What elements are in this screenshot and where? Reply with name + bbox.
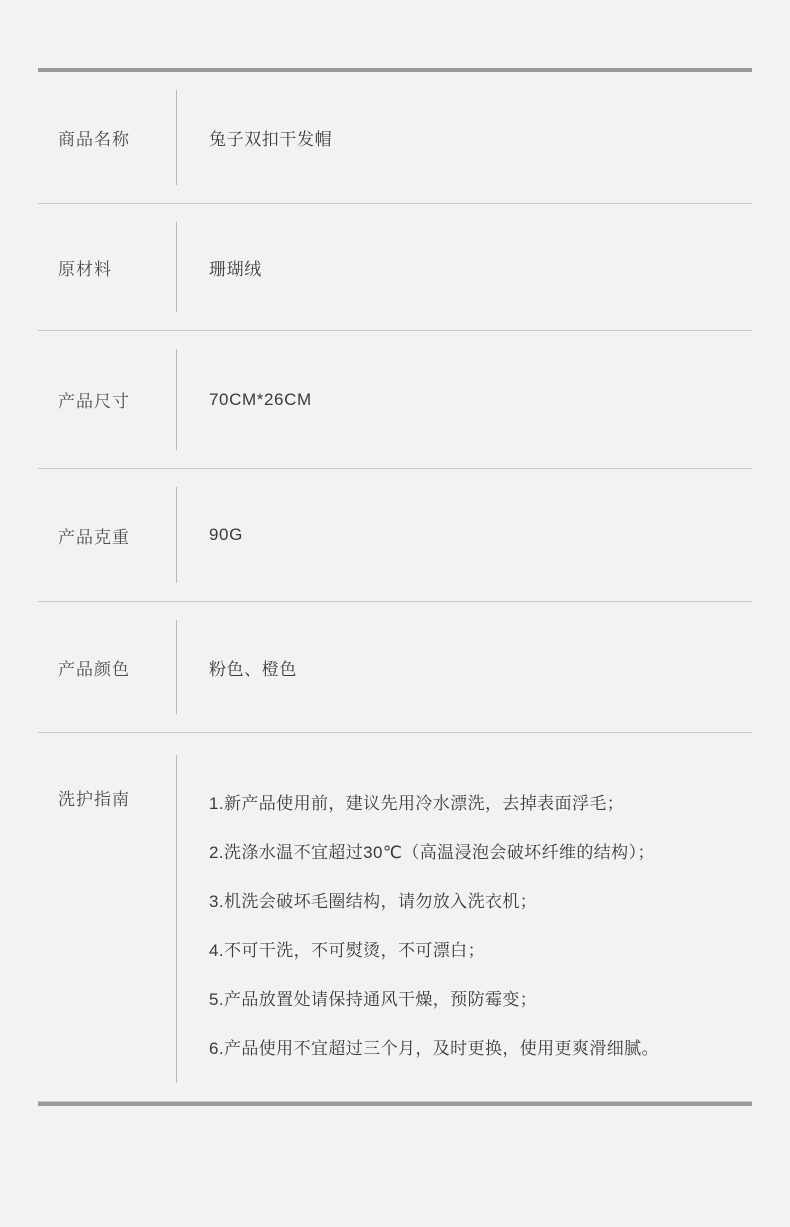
care-line: 5.产品放置处请保持通风干燥，预防霉变； — [209, 990, 538, 1009]
row-value-weight: 90G — [209, 525, 243, 544]
spec-table — [38, 68, 752, 1106]
row-value-care — [177, 733, 752, 1101]
care-line: 6.产品使用不宜超过三个月，及时更换，使用更爽滑细腻。 — [209, 1039, 659, 1058]
table-row-care — [38, 733, 752, 1102]
row-label-size: 产品尺寸 — [58, 392, 130, 411]
row-label-material: 原材料 — [58, 259, 112, 279]
row-value-product-name: 兔子双扣干发帽 — [209, 130, 333, 149]
care-line: 3.机洗会破坏毛圈结构，请勿放入洗衣机； — [209, 892, 538, 911]
care-line: 2.洗涤水温不宜超过30℃（高温浸泡会破坏纤维的结构）； — [209, 843, 655, 862]
table-row — [38, 469, 752, 602]
row-value-color: 粉色、橙色 — [209, 659, 297, 679]
row-label-weight: 产品克重 — [58, 527, 130, 547]
row-value-size: 70CM*26CM — [209, 389, 312, 409]
row-label-product-name: 商品名称 — [58, 130, 130, 149]
row-value-material: 珊瑚绒 — [209, 259, 262, 279]
table-row — [38, 331, 752, 469]
table-row — [38, 204, 752, 331]
row-label-care: 洗护指南 — [58, 790, 130, 809]
table-row — [38, 602, 752, 733]
table-row — [38, 72, 752, 204]
table-bottom-rule — [38, 1102, 752, 1106]
care-line: 1.新产品使用前，建议先用冷水漂洗，去掉表面浮毛； — [209, 794, 625, 813]
row-label-color: 产品颜色 — [58, 659, 130, 679]
care-line: 4.不可干洗，不可熨烫，不可漂白； — [209, 941, 485, 960]
